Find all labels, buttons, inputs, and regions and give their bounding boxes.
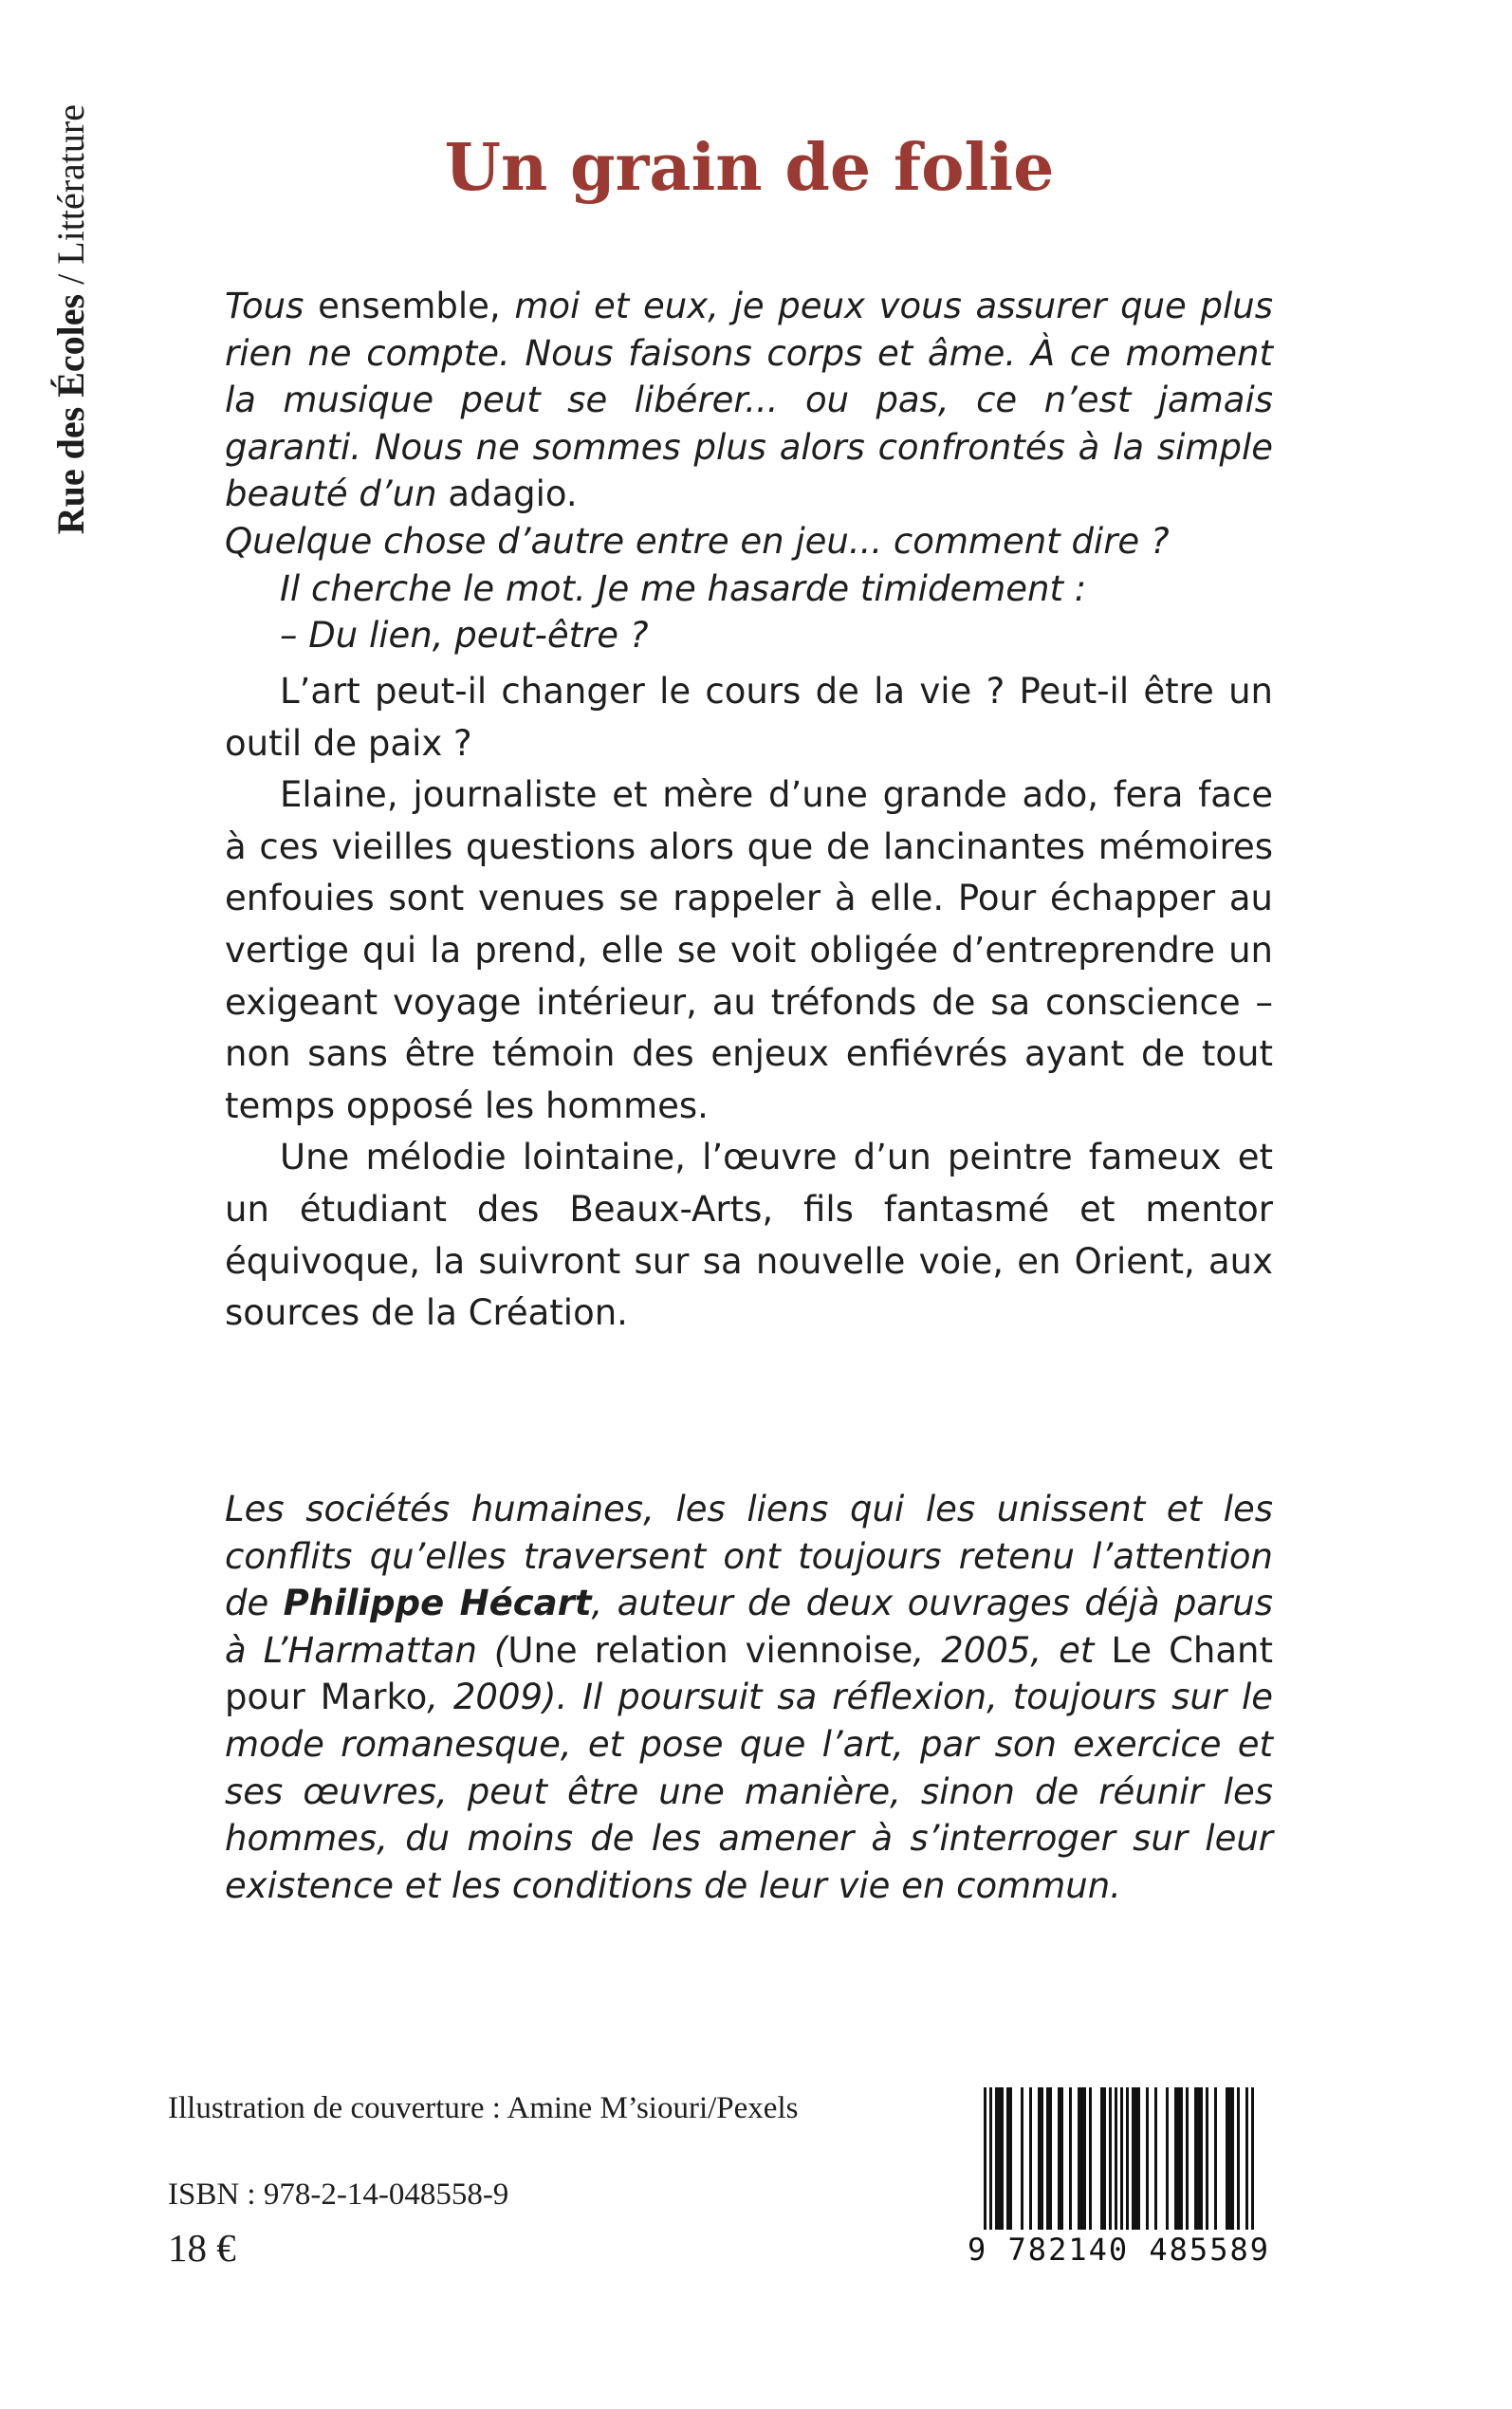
bio-text-2: , 2005, et: [913, 1629, 1112, 1671]
barcode-bar-17: [1132, 2087, 1140, 2232]
series-name: Rue des Écoles: [49, 293, 92, 535]
illustration-credit: Illustration de couverture : Amine M’siouri/Pexels: [168, 2091, 799, 2125]
quote-line-5: Quelque chose d’autre entre en jeu... comment dire ?: [225, 520, 1170, 562]
spine-text: [38, 104, 104, 655]
summary-paragraph-2: Elaine, journaliste et mère d’une grande ado, fera face à ces vieilles questions alors que de lancinantes mémoires enfouies sont venues se rappeler à elle. Pour échapper au vertige qui la prend, elle se voit obligée d’entreprendre un exigeant voyage intérieur, au tréfonds de sa conscience – non sans être témoin des enjeux enfiévrés ayant de tout temps opposé les hommes.: [225, 774, 1273, 1126]
isbn: ISBN : 978-2-14-048558-9: [168, 2177, 509, 2212]
book-title: Un grain de folie: [444, 130, 1055, 206]
book-title-2: Le Chant pour Marko: [225, 1629, 1273, 1718]
spine-label: [38, 104, 104, 655]
barcode-bar-23: [1194, 2087, 1203, 2232]
barcode-bar-0: [984, 2087, 986, 2253]
barcode-bar-3: [1006, 2087, 1012, 2232]
barcode-bar-24: [1206, 2087, 1208, 2232]
bio-text-1: , auteur de deux ouvrages déjà parus à L’Harmattan (: [225, 1583, 1273, 1671]
barcode-bar-10: [1078, 2087, 1086, 2232]
bio-text-3: , 2009). Il poursuit sa réflexion, toujours sur le mode romanesque, et pose que l’art, par son exercice et ses œuvres, peut être une manière, sinon de réunir les hommes, du moins de les amener à s’interroger sur leur existence et les conditions de leur vie en commun.: [225, 1677, 1273, 1906]
barcode-bar-4: [1021, 2087, 1023, 2232]
barcode-bar-8: [1058, 2087, 1063, 2232]
quote-text-1: Tous: [225, 286, 304, 326]
barcode-bar-29: [1251, 2087, 1254, 2253]
barcode-bar-13: [1109, 2087, 1112, 2232]
barcode-bar-11: [1089, 2087, 1092, 2232]
barcode-bar-5: [1029, 2087, 1032, 2232]
author-bio: [225, 1486, 1273, 1909]
quote-line-7: – Du lien, peut-être ?: [280, 615, 649, 657]
barcode-bar-25: [1214, 2087, 1217, 2232]
barcode-bar-15: [1120, 2087, 1123, 2253]
summary-paragraph-1: L’art peut-il changer le cours de la vie ? Peut-il être un outil de paix ?: [225, 671, 1273, 764]
barcode-bar-16: [1126, 2087, 1129, 2232]
barcode-bar-28: [1245, 2087, 1248, 2253]
series-separator: /: [49, 264, 92, 294]
quote-text-2: ensemble,: [304, 286, 515, 326]
barcode-bar-22: [1186, 2087, 1189, 2232]
bio-paragraph: [225, 1486, 1273, 1909]
summary-paragraph-3: Une mélodie lointaine, l’œuvre d’un peintre fameux et un étudiant des Beaux-Arts, fils fantasmé et mentor équivoque, la suivront sur sa nouvelle voie, en Orient, aux sources de la Création.: [225, 1137, 1273, 1334]
barcode-bar-27: [1237, 2087, 1240, 2232]
quote-adagio: adagio.: [448, 473, 578, 515]
barcode-bar-21: [1174, 2087, 1183, 2232]
barcode-bar-14: [1115, 2087, 1117, 2253]
barcode-bar-26: [1226, 2087, 1234, 2232]
barcode-bar-6: [1038, 2087, 1043, 2232]
price: 18 €: [168, 2226, 236, 2270]
barcode-bar-20: [1166, 2087, 1169, 2232]
barcode-digits: 9 782140 485589: [964, 2230, 1274, 2270]
quote-paragraph: [225, 283, 1273, 518]
barcode-bar-19: [1154, 2087, 1157, 2232]
author-name: Philippe Hécart: [283, 1583, 592, 1624]
series-category: Littérature: [49, 104, 92, 265]
barcode-bar-2: [995, 2087, 1004, 2232]
quote-text-3: moi et eux, je peux vous assurer que plus rien ne compte. Nous faisons corps et âme. À ce moment la musique peut se libérer... ou pas, ce n’est jamais garanti. Nous ne sommes plus alors confrontés à la simple beauté d’un: [225, 286, 1273, 515]
book-summary: [225, 666, 1273, 1340]
barcode-bar-1: [989, 2087, 992, 2253]
excerpt-quote: [225, 283, 1273, 659]
barcode: [964, 2087, 1274, 2275]
bio-intro: Les sociétés humaines, les liens qui les unissent et les conflits qu’elles traversent ont toujours retenu l’attention de: [225, 1489, 1273, 1624]
barcode-bar-7: [1046, 2087, 1052, 2232]
barcode-bar-9: [1069, 2087, 1072, 2232]
quote-line-6: Il cherche le mot. Je me hasarde timidement :: [280, 567, 1087, 609]
barcode-bar-12: [1100, 2087, 1106, 2232]
book-title-1: Une relation viennoise: [507, 1629, 913, 1671]
barcode-bar-18: [1146, 2087, 1149, 2232]
